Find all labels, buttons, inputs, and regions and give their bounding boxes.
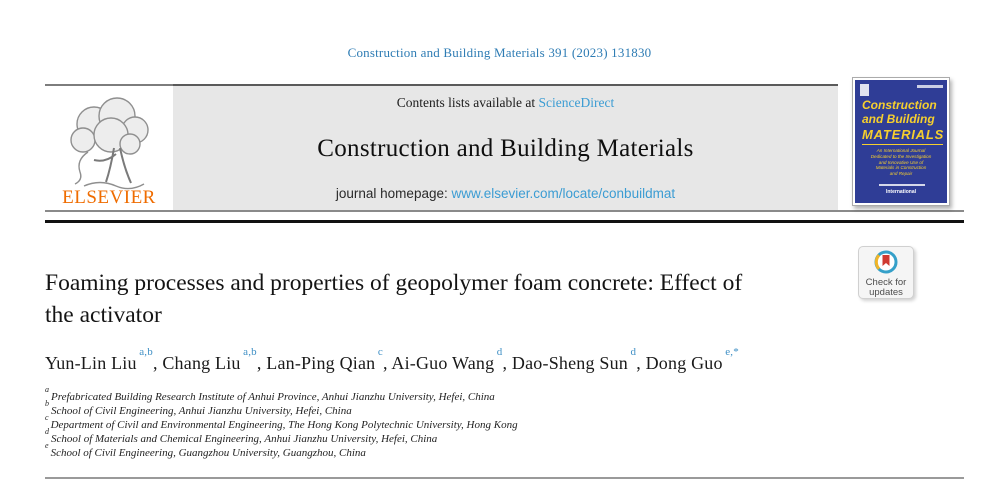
journal-citation: Construction and Building Materials 391 (2023) 131830 (347, 45, 652, 60)
journal-homepage-link[interactable]: www.elsevier.com/locate/conbuildmat (451, 186, 676, 201)
homepage-line (336, 186, 675, 201)
author-list (45, 346, 945, 374)
affiliation-line: $^d$School of Materials and Chemical Engineering, Anhui Jianzhu University, Hefei, China (45, 427, 438, 445)
author: Dong Guo$^{e,*}$ (645, 346, 739, 373)
footer-divider (45, 477, 964, 479)
author-affil-sup: a,b (243, 346, 257, 358)
author-affil-sup: d (496, 346, 503, 358)
cover-title-line-1: Construction (862, 98, 937, 112)
cover-cell (838, 84, 964, 210)
journal-banner (173, 84, 838, 210)
cover-tagline: An International Journal Dedicated to the Investigation and Innovative Use of Materials in Construction and Repair (870, 148, 932, 177)
journal-cover (855, 80, 947, 203)
elsevier-logo (45, 84, 173, 210)
author-affil-sup: a,b (139, 346, 153, 358)
article-title (45, 268, 885, 331)
author: Lan-Ping Qian$^c$, (266, 346, 392, 373)
sciencedirect-link[interactable]: ScienceDirect (538, 95, 615, 110)
author: Yun-Lin Liu$^{a,b}$, (45, 346, 163, 373)
check-badge-line-1: Check for (865, 276, 907, 288)
contents-prefix: Contents lists available at (396, 95, 539, 110)
author: Dao-Sheng Sun$^d$, (511, 346, 646, 373)
affiliation-list (45, 385, 945, 460)
journal-header-banner (45, 84, 964, 212)
cover-title-line-3: MATERIALS (862, 128, 943, 145)
affiliation-line: $^c$Department of Civil and Environmental Engineering, The Hong Kong Polytechnic University, Hong Kong (45, 413, 518, 431)
check-for-updates-button[interactable] (858, 246, 914, 299)
journal-cover-thumbnail[interactable] (852, 77, 950, 206)
cover-bottom-text-bar (879, 184, 925, 186)
contents-line (397, 95, 614, 111)
cover-international-label: International (885, 189, 916, 195)
cover-title (862, 99, 943, 145)
journal-title: Construction and Building Materials (317, 134, 694, 162)
author: Ai-Guo Wang$^d$, (391, 346, 512, 373)
author-affil-sup: d (630, 346, 637, 358)
article-title-line-2: the activator (45, 301, 162, 328)
elsevier-wordmark: ELSEVIER (62, 187, 156, 208)
author: Chang Liu$^{a,b}$, (162, 346, 267, 373)
affiliation-line: $^b$School of Civil Engineering, Anhui Jianzhu University, Hefei, China (45, 399, 352, 417)
cover-issn-text-bar (917, 85, 943, 88)
author-affil-sup: c (377, 346, 383, 358)
cover-title-line-2: and Building (862, 111, 935, 126)
homepage-prefix: journal homepage: (335, 186, 452, 201)
cover-elsevier-mini-logo-icon (860, 84, 869, 96)
author-affil-sup: e,* (725, 346, 739, 358)
title-divider (45, 220, 964, 223)
crossmark-icon (874, 250, 898, 274)
affiliation-line: $^a$Prefabricated Building Research Institute of Anhui Province, Anhui Jianzhu University, Hefei, China (45, 385, 495, 403)
affiliation-line: $^e$School of Civil Engineering, Guangzhou University, Guangzhou, China (45, 441, 366, 459)
elsevier-tree-icon (54, 94, 164, 192)
article-title-line-1: Foaming processes and properties of geopolymer foam concrete: Effect of (45, 270, 743, 296)
check-badge-line-2: updates (869, 287, 903, 298)
